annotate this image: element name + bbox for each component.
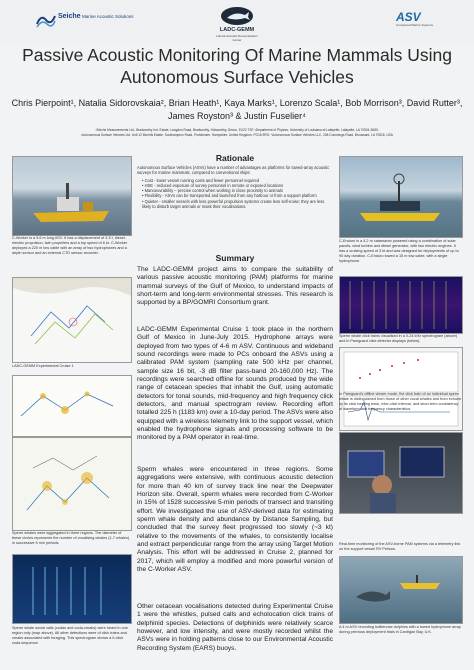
affiliation-line: ³Autonomous Surface Vehicles Ltd, Unit 12 Murrills Estate, Southampton Road, Portchester, Hampshire, United Kingdom, PO16 9RD; ⁴Autonomous Surface Vehicles LLC, 208 Cummings Road, Broussard, LA 70518, USA [81,133,393,137]
ladc-gemm-logo [214,7,260,41]
ladc-gemm-tagline: Littoral Acoustic Demonstration Center [216,34,258,42]
rationale-heading: Rationale [215,153,255,163]
poster-header [0,0,474,45]
rationale-bullet: • Quieter - smaller vessels with less powerful propulsion systems create less self-noise; they are less likely to disturb target animals or mask their vocalisations. [142,199,333,210]
rationale-bullet: • Cost - lower vessel running costs and fewer personnel required [142,178,333,183]
caption-cruise-map: LADC-GEMM Experimental Cruise 1 [12,364,74,368]
rationale-bullet: • Flexibility - ASVs can be transported and launched from any harbour or from a support platform [142,193,333,198]
rationale-bullet: • Manoeuvrability – precise control when working in close proximity to animals [142,188,333,193]
affiliation-line: ¹Seiche Measurements Ltd., Bradworthy Ind. Estate, Langdon Road, Bradworthy, Holsworthy, Devon, EX22 7SF, ²Department of Physics, University of Louisiana at Lafayette, Lafayette, LA 70504-3680; [95,128,379,132]
asv-logo [396,10,456,30]
author-list: Chris Pierpoint¹, Natalia Sidorovskaia², Brian Heath¹, Kaya Marks¹, Lorenzo Scala¹, Bob Morrison³, David Rutter³, James Royston³ & Justin Fuselier⁴ [11,98,463,121]
caption-pamguard: In Pamguard's offline viewer mode, the click train of an individual sperm whale is distinguished from those of other vocal whales and from echoes by its click bearing track, inter-click interval, and short-term consistency of waveform and frequency characteristics. [339,392,461,411]
poster-title: Passive Acoustic Monitoring Of Marine Mammals Using Autonomous Surface Vehicles [22,45,452,87]
whale-icon [221,7,253,25]
caption-dolphins: A 4 m ASV recording bottlenose dolphins with a towed hydrophone array during previous deployment trials in Cardigan Bay, U.K. [339,625,461,634]
summary-paragraph-4: Other cetacean vocalisations detected during Experimental Cruise 1 were the whistles, pulsed calls and echolocation click trains of delphinid species. Detections of delphinids were relatively scarce however, and low intensity, and were mostly recorded whilst the ASVs were in holding patterns close to our Environmental Acoustic Recording System (EARS) buoys. [137,603,333,652]
seiche-wave-icon [36,12,56,28]
pamguard-viewer [339,347,463,431]
coda-spectrogram [12,554,132,624]
sperm-whale-regions-map [12,375,132,437]
asv-brand-tagline: Unmanned Marine Systems [396,23,434,27]
summary-paragraph-1: The LADC-GEMM project aims to compare the suitability of various passive acoustic monitoring (PAM) platforms for marine mammal surveys of the Gulf of Mexico, to understand impacts of short-term and long-term environmental stresses. This research is supported by a BP/GOMRI Consortium grant. [137,266,333,307]
rationale-intro: Autonomous Surface Vehicles (ASVs) have a number of advantages as platforms for towed-array acoustic surveys for marine mammals, compared to conventional ships: [137,165,330,176]
click-train-spectrogram [339,276,463,334]
c-worker-photo [12,156,132,236]
caption-realtime: Real-time monitoring of the ASV-borne PAM systems via a telemetry link on the support vessel RV Pelican. [339,542,461,551]
cruise-map [12,277,132,363]
summary-paragraph-3: Sperm whales were encountered in three regions. Some aggregations were extensive, with continuous acoustic detection for more than 40 km of survey track line near the Deepwater Horizon site. Overall, sperm whales were recorded from C-Worker in 15% of 1528 successive 5-min periods of transect and transiting effort. We investigated the use of ASV-derived data for estimating sperm whale density and abundance by Distance Sampling, but concluded that the survey fleet progressed too slowly (~3 kt) relative to the movements of the whales, to consistently localise and extract perpendicular range from the array using Target Motion Analysis. This effort will be addressed in Cruise 2, planned for 2017, which will employ a modified and more powerful version of the C-Worker ASV. [137,466,333,574]
rationale-bullet: • HSE - reduced exposure of survey personnel in remote or exposed locations [142,183,333,188]
dolphins-asv-photo [339,556,463,624]
rationale-list [137,178,333,210]
summary-heading: Summary [215,253,255,263]
rationale-section [137,165,333,209]
ladc-gemm-name: LADC-GEMM [219,27,255,33]
caption-c-worker: C-Worker is a 5.6 m long ASV. It has a displacement of 4.5 t, diesel-electric propulsion, twin propellers and a top speed of 6 kt. C-Worker deployed a 220 m tow cable with an array of two hydrophones and a depth sensor and an external CTD sensor-recorder. [12,236,128,255]
caption-sperm-regions: Sperm whales were aggregated in three regions. The diameter of these circles represents the number of vocalising whales (1-7 whales) in successive 5 min periods. [12,531,130,545]
sperm-whale-tracks-map [12,437,132,531]
caption-spectrogram: Sperm whale click trains visualised in a 0-24 kHz spectrogram (above) and in Pamguard click detector displays (below). [339,334,458,343]
seiche-brand-name: Seiche [58,13,81,20]
caption-c-enduro: C-Enduro is a 4.2 m catamaran powered using a combination of solar panels, wind turbine and diesel generator, with two electric engines. It has a cruising speed of 3 kt and was designed for deployments of up to 90 day duration. C-Enduro towed a 15 m tow cable, with a single hydrophone. [339,239,459,263]
realtime-monitoring-photo [339,432,463,514]
caption-social-calls: Sperm whale social calls (codas and coda-creaks) were heard in one region only (map above). All other detections were of click trains and creaks associated with foraging. This spectrogram shows a 6-click coda sequence. [12,626,128,645]
asv-brand-name: ASV [396,10,421,24]
seiche-logo [36,10,136,32]
affiliations [20,128,454,138]
seiche-brand-tagline: Marine Acoustic Solutions [82,14,134,19]
summary-paragraph-2: LADC-GEMM Experimental Cruise 1 took place in the northern Gulf of Mexico in June-July 2015. Hydrophone arrays were deployed from two types of 4-6 m ASV. Continuous and wideband sound recordings were made to PCs onboard the ASVs using a calibrated PAM system (sampling rate 500 kHz per channel, sample size 16 bit, -3 dB filter pass-band 20-160,000 Hz). The recordings were searched offline for sounds produced by the wide range of cetacean species that inhabit the Gulf, using automatic detectors for tonal sounds, mid-frequency and high frequency click detectors, and manual spectrogram review. Recording effort totalled 225 h (1183 km) over a 10-day period. The ASVs were also equipped with a wireless telemetry link to the support vessel, which enabled the hydrophone signals and processing software to be monitored by a PAM operator in real-time. [137,326,333,442]
c-enduro-photo [339,156,463,238]
